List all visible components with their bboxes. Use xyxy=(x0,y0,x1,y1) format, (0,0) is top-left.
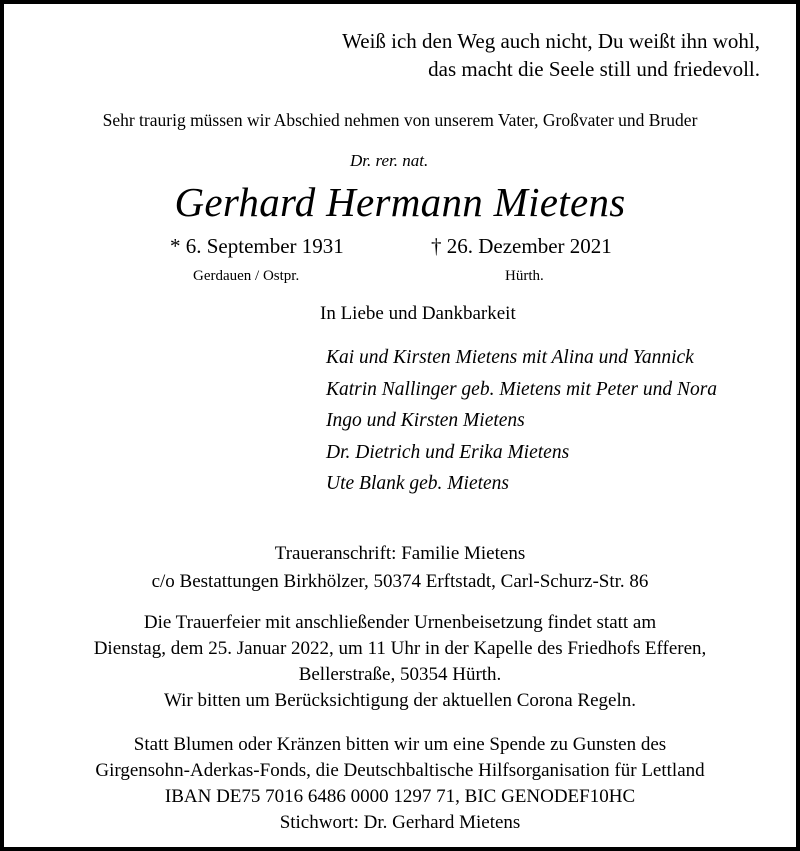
donation-line: Stichwort: Dr. Gerhard Mietens xyxy=(279,812,521,833)
deceased-name: Gerhard Hermann Mietens xyxy=(174,179,626,225)
family-member: Kai und Kirsten Mietens mit Alina und Yannick xyxy=(326,347,694,368)
ceremony-line: Bellerstraße, 50354 Hürth. xyxy=(298,664,502,685)
death-date: † 26. Dezember 2021 xyxy=(431,234,612,258)
family-member: Ingo und Kirsten Mietens xyxy=(326,410,525,431)
academic-title: Dr. rer. nat. xyxy=(350,151,429,170)
death-place: Hürth. xyxy=(505,268,544,284)
ceremony-line: Die Trauerfeier mit anschließender Urnenbeisetzung findet statt am xyxy=(143,612,657,633)
birth-place: Gerdauen / Ostpr. xyxy=(193,268,300,284)
ceremony-line: Wir bitten um Berücksichtigung der aktuellen Corona Regeln. xyxy=(163,690,636,711)
birth-date: * 6. September 1931 xyxy=(170,234,344,258)
intro-text: Sehr traurig müssen wir Abschied nehmen von unserem Vater, Großvater und Bruder xyxy=(102,110,698,130)
ceremony-info xyxy=(0,610,800,714)
thanks-line: In Liebe und Dankbarkeit xyxy=(320,303,516,324)
address-line: c/o Bestattungen Birkhölzer, 50374 Erftstadt, Carl-Schurz-Str. 86 xyxy=(151,570,649,592)
family-member: Ute Blank geb. Mietens xyxy=(326,473,510,494)
mourning-address xyxy=(0,540,800,595)
address-line: Traueranschrift: Familie Mietens xyxy=(274,543,526,564)
donation-line: Statt Blumen oder Kränzen bitten wir um eine Spende zu Gunsten des xyxy=(133,734,667,755)
donation-info xyxy=(0,732,800,836)
motto-line: das macht die Seele still und friedevoll. xyxy=(428,57,760,81)
family-member: Katrin Nallinger geb. Mietens mit Peter und Nora xyxy=(326,378,718,400)
motto-line: Weiß ich den Weg auch nicht, Du weißt ihn wohl, xyxy=(342,29,760,53)
family-list xyxy=(326,342,717,500)
ceremony-line: Dienstag, dem 25. Januar 2022, um 11 Uhr in der Kapelle des Friedhofs Efferen, xyxy=(93,638,707,659)
family-member: Dr. Dietrich und Erika Mietens xyxy=(326,441,570,463)
donation-line: Girgensohn-Aderkas-Fonds, die Deutschbaltische Hilfsorganisation für Lettland xyxy=(95,760,705,781)
donation-line: IBAN DE75 7016 6486 0000 1297 71, BIC GENODEF10HC xyxy=(164,786,636,807)
motto-verse xyxy=(342,27,760,83)
